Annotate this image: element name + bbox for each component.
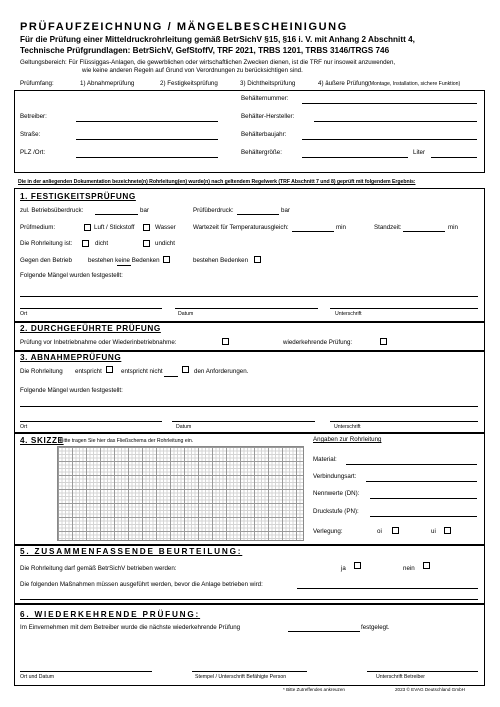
acceptance-place-caption: Ort	[20, 424, 28, 430]
place-input[interactable]	[20, 308, 162, 309]
section6-title: 6. WIEDERKEHRENDE PRÜFUNG:	[20, 610, 201, 619]
acceptance-signature-caption: Unterschrift	[334, 424, 361, 430]
section4-title: 4. SKIZZE	[20, 436, 64, 445]
wait-time-input[interactable]	[292, 231, 334, 232]
not-meets-label: entspricht nicht	[121, 368, 163, 375]
section1-title: 1. FESTIGKEITSPRÜFUNG	[20, 192, 136, 201]
sketch-hint: Bitte tragen Sie hier das Fließschema der Rohrleitung ein.	[60, 438, 194, 444]
subtitle-technical-basis: Technische Prüfgrundlagen: BetrSichV, GefStoffV, TRF 2021, TRBS 1201, TRBS 3146/TRGS 746	[20, 46, 390, 55]
footnote: * Bitte Zutreffendes ankreuzen	[283, 687, 345, 692]
yes-checkbox[interactable]	[354, 562, 361, 569]
no-concerns-label: bestehen keine Bedenken	[88, 257, 160, 264]
place-caption: Ort	[20, 311, 28, 317]
measures-label: Die folgenden Maßnahmen müssen ausgeführt werden, bevor die Anlage betrieben wird:	[20, 581, 263, 588]
scope-item-tightness[interactable]: 3) Dichtheitsprüfung	[240, 80, 296, 87]
leaky-checkbox[interactable]	[143, 240, 150, 247]
no-label: nein	[403, 565, 415, 572]
signature-caption: Unterschrift	[335, 311, 362, 317]
not-meets-underline	[164, 376, 178, 377]
operator-label: Betreiber:	[20, 113, 47, 120]
test-medium-label: Prüfmedium:	[20, 224, 56, 231]
initial-test-label: Prüfung vor Inbetriebnahme oder Wiederinbetriebnahme:	[20, 339, 177, 346]
acceptance-defects-line-1[interactable]	[20, 406, 478, 407]
water-checkbox[interactable]	[143, 224, 150, 231]
copyright: 2023 © EVAG Deutschland GmbH	[395, 687, 465, 692]
air-nitrogen-checkbox[interactable]	[84, 224, 91, 231]
wait-time-unit: min	[336, 224, 346, 231]
footer-stamp-input[interactable]	[192, 671, 307, 672]
not-meets-checkbox[interactable]	[182, 366, 189, 373]
pipe-label: Die Rohrleitung	[20, 368, 63, 375]
tank-size-input[interactable]	[302, 157, 408, 158]
pipe-details-title: Angaben zur Rohrleitung	[313, 436, 382, 443]
above-ground-checkbox[interactable]	[392, 527, 399, 534]
op-pressure-label: zul. Betriebsüberdruck:	[20, 207, 84, 214]
zip-city-label: PLZ /Ort:	[20, 149, 46, 156]
material-input[interactable]	[346, 464, 477, 465]
meets-checkbox[interactable]	[106, 366, 113, 373]
date-caption: Datum	[178, 311, 194, 317]
tank-number-label: Behälternummer:	[241, 95, 289, 102]
nominal-label: Nennwerte (DN):	[313, 490, 360, 497]
above-ground-label: oi	[377, 528, 382, 535]
tank-year-label: Behälterbaujahr:	[241, 131, 287, 138]
footer-stamp-caption: Stempel / Unterschrift Befähigte Person	[195, 674, 287, 680]
defects-line-1[interactable]	[20, 296, 478, 297]
pressure-stage-input[interactable]	[370, 516, 477, 517]
scope-item-acceptance[interactable]: 1) Abnahmeprüfung	[80, 80, 135, 87]
scope-item-note: (Montage, Installation, sichere Funktion)	[368, 81, 461, 87]
operator-input[interactable]	[76, 121, 218, 122]
section5-title: 5. ZUSAMMENFASSENDE BEURTEILUNG:	[20, 547, 243, 556]
tank-manufacturer-input[interactable]	[314, 121, 477, 122]
measures-input-2[interactable]	[20, 599, 478, 600]
subtitle-regulation: Für die Prüfung einer Mitteldruckrohrleitung gemäß BetrSichV §15, §16 i. V. mit Anhang 2 Abschnitt 4,	[20, 35, 415, 44]
operation-label: Gegen den Betrieb	[20, 257, 72, 264]
water-label: Wasser	[155, 224, 176, 231]
street-label: Straße:	[20, 131, 41, 138]
recurring-test-checkbox[interactable]	[380, 338, 387, 345]
scope-item-strength[interactable]: 2) Festigkeitsprüfung	[160, 80, 218, 87]
acceptance-date-caption: Datum	[176, 424, 192, 430]
no-checkbox[interactable]	[423, 562, 430, 569]
connection-input[interactable]	[366, 481, 477, 482]
connection-label: Verbindungsart:	[313, 473, 357, 480]
result-notice: Die in der anliegenden Dokumentation bezeichnete(n) Rohrleitung(en) wurde(n) nach geltendem Regelwerk (TRF Abschnitt 7 und 8) geprüft mit folgendem Ergebnis:	[18, 179, 416, 185]
operation-allowed-label: Die Rohrleitung darf gemäß BetrSichV betrieben werden:	[20, 565, 177, 572]
footer-operator-sig-input[interactable]	[367, 671, 478, 672]
tight-checkbox[interactable]	[82, 240, 89, 247]
test-pressure-label: Prüfüberdruck:	[193, 207, 234, 214]
recurring-text-1: Im Einvernehmen mit dem Betreiber wurde die nächste wiederkehrende Prüfung	[20, 624, 241, 631]
tank-year-input[interactable]	[302, 139, 477, 140]
signature-input[interactable]	[330, 308, 478, 309]
tank-size-label: Behältergröße:	[241, 149, 282, 156]
concerns-checkbox[interactable]	[254, 256, 261, 263]
scope-text-line1: Geltungsbereich: Für Flüssiggas-Anlagen, die gewerblichen oder wirtschaftlichen Zwecken dienen, ist die TRF nur insoweit anzuwenden,	[20, 59, 396, 66]
test-pressure-input[interactable]	[237, 214, 279, 215]
no-concerns-underline	[117, 265, 131, 266]
street-input[interactable]	[76, 139, 218, 140]
no-concerns-checkbox[interactable]	[163, 256, 170, 263]
defects-label: Folgende Mängel wurden festgestellt:	[20, 272, 123, 279]
scope-label: Prüfumfang:	[20, 80, 54, 87]
op-pressure-unit: bar	[140, 207, 149, 214]
page-title: PRÜFAUFZEICHNUNG / MÄNGELBESCHEINIGUNG	[20, 21, 348, 33]
material-label: Material:	[313, 456, 337, 463]
nominal-input[interactable]	[370, 498, 477, 499]
section3-title: 3. ABNAHMEPRÜFUNG	[20, 353, 122, 362]
footer-place-date-input[interactable]	[20, 671, 152, 672]
standing-time-label: Standzeit:	[374, 224, 402, 231]
acceptance-signature-input[interactable]	[330, 421, 478, 422]
yes-label: ja	[341, 565, 346, 572]
pipe-status-label: Die Rohrleitung ist:	[20, 240, 73, 247]
next-test-date-input[interactable]	[288, 631, 360, 632]
recurring-test-label: wiederkehrende Prüfung:	[283, 339, 353, 346]
section-strength-test	[14, 188, 485, 322]
air-nitrogen-label: Luft / Stickstoff	[94, 224, 135, 231]
initial-test-checkbox[interactable]	[222, 338, 229, 345]
scope-text-line2: wie keine anderen Regeln auf Grund von Verordnungen zu berücksichtigen sind.	[82, 67, 303, 74]
tank-number-input[interactable]	[302, 103, 477, 104]
tight-label: dicht	[95, 240, 109, 247]
wait-time-label: Wartezeit für Temperaturausgleich:	[193, 224, 289, 231]
acceptance-place-input[interactable]	[20, 421, 162, 422]
footer-operator-sig-caption: Unterschrift Betreiber	[376, 674, 426, 680]
laying-label: Verlegung:	[313, 528, 343, 535]
standing-time-input[interactable]	[403, 231, 445, 232]
section2-title: 2. DURCHGEFÜHRTE PRÜFUNG	[20, 324, 161, 333]
recurring-text-2: festgelegt.	[361, 624, 390, 631]
acceptance-defects-label: Folgende Mängel wurden festgestellt:	[20, 387, 123, 394]
op-pressure-input[interactable]	[95, 214, 138, 215]
tank-size-unit: Liter	[413, 149, 426, 156]
requirements-label: den Anforderungen.	[194, 368, 249, 375]
leaky-label: undicht	[155, 240, 175, 247]
below-ground-checkbox[interactable]	[444, 527, 451, 534]
test-pressure-unit: bar	[281, 207, 290, 214]
tank-size-unit-input[interactable]	[431, 157, 477, 158]
measures-input-1[interactable]	[297, 588, 478, 589]
pressure-stage-label: Druckstufe (PN):	[313, 508, 359, 515]
below-ground-label: ui	[431, 528, 436, 535]
date-input[interactable]	[175, 308, 318, 309]
acceptance-date-input[interactable]	[172, 421, 315, 422]
zip-city-input[interactable]	[76, 157, 218, 158]
tank-manufacturer-label: Behälter-Hersteller:	[241, 113, 295, 120]
standing-time-unit: min	[448, 224, 458, 231]
meets-label: entspricht	[75, 368, 102, 375]
footer-place-date-caption: Ort und Datum	[20, 674, 55, 680]
scope-item-external[interactable]: 4) äußere Prüfung	[318, 80, 369, 87]
concerns-label: bestehen Bedenken	[193, 257, 249, 264]
sketch-grid[interactable]	[57, 446, 304, 541]
